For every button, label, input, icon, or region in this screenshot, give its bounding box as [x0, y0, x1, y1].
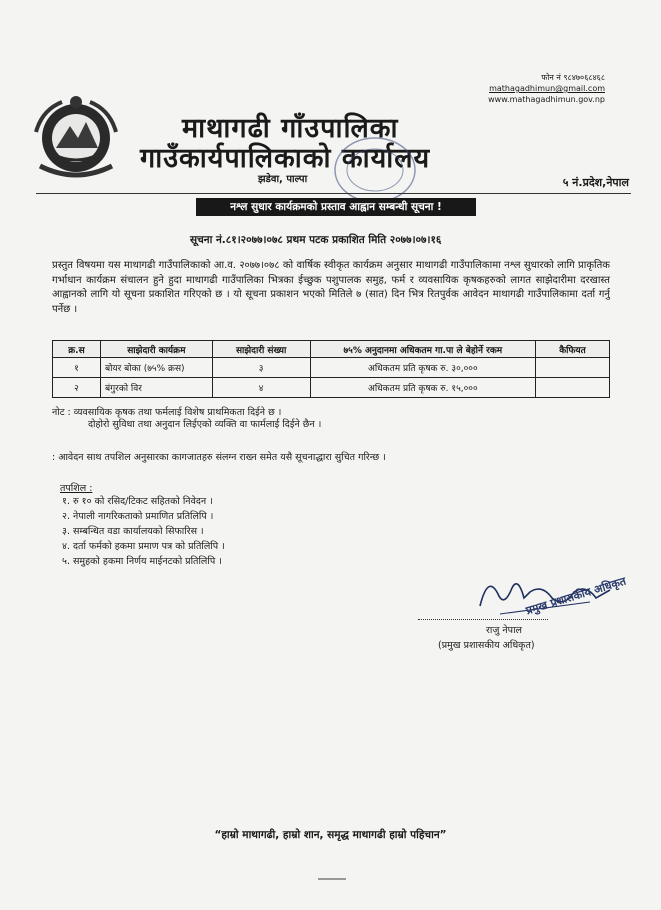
phone-number: फोन नं ९८४७०६८४६८ [541, 73, 605, 82]
table-row [53, 358, 610, 378]
header-divider [36, 193, 631, 194]
list-item: ५. समुहको हकमा निर्णय माईनटको प्रतिलिपि । [62, 556, 222, 567]
row-serial: २ [53, 378, 101, 398]
attachments-instruction: : आवेदन साथ तपशिल अनुसारका कागजातहरु संलग्न राख्न समेत यसै सूचनाद्धारा सुचित गरिन्छ । [52, 452, 386, 463]
details-heading: तपशिल : [60, 483, 93, 494]
notice-banner: नश्ल सुधार कार्यक्रमको प्रस्ताव आह्वान सम्बन्धी सूचना ! [196, 198, 476, 216]
designation-stamp: प्रमुख प्रशासकीय अधिकृत [524, 574, 628, 618]
table-header-row [53, 341, 610, 358]
header-remarks: कैफियत [536, 341, 610, 358]
row-remarks [536, 378, 610, 398]
row-amount: अधिकतम प्रति कृषक रु. ३०,००० [310, 358, 536, 378]
municipality-name: माथागढी गाँउपालिका [182, 113, 399, 144]
row-count: ४ [212, 378, 310, 398]
province-label: ५ नं.प्रदेश,नेपाल [562, 176, 629, 189]
row-program: बोयर बोका (७५% क्रस) [100, 358, 212, 378]
note-line: दोहोरो सुविधा तथा अनुदान लिईएको व्यक्ति वा फार्मलाई दिईने छैन । [88, 419, 322, 430]
header-amount: ७५% अनुदानमा अधिकतम गा.पा ले बेहोर्ने रकम [310, 341, 536, 358]
program-table [52, 340, 610, 398]
signer-name: राजु नेपाल [486, 625, 522, 636]
row-remarks [536, 358, 610, 378]
signer-title: (प्रमुख प्रशासकीय अधिकृत) [438, 640, 535, 651]
row-serial: १ [53, 358, 101, 378]
list-item: ३. सम्बन्धित वडा कार्यालयको सिफारिस । [62, 526, 204, 537]
contact-block [488, 72, 605, 105]
list-item: ४. दर्ता फर्मको हकमा प्रमाण पत्र को प्रतिलिपि । [62, 541, 225, 552]
row-program: बंगुरको विर [100, 378, 212, 398]
note-line: नोट : व्यवसायिक कृषक तथा फर्मलाई विशेष प्राथमिकता दिईने छ । [52, 407, 282, 418]
header-program: साझेदारी कार्यक्रम [100, 341, 212, 358]
website-address: www.mathagadhimun.gov.np [488, 95, 605, 104]
header-count: साझेदारी संख्या [212, 341, 310, 358]
row-count: ३ [212, 358, 310, 378]
signature-line [418, 619, 548, 620]
header-serial: क्र.स [53, 341, 101, 358]
list-item: १. रु १० को रसिद/टिकट सहितको निवेदन । [62, 496, 213, 507]
details-list [62, 494, 225, 569]
table-row [53, 378, 610, 398]
notice-number: सूचना नं.८१।२०७७।०७८ प्रथम पटक प्रकाशित मिति २०७७।०७।१६ [190, 234, 442, 246]
list-item: २. नेपाली नागरिकताको प्रमाणित प्रतिलिपि । [62, 511, 214, 522]
office-seal-icon [332, 134, 418, 206]
page-mark [318, 878, 346, 880]
notice-paragraph: प्रस्तुत विषयमा यस माथागढी गाउँपालिकाको आ.व. २०७७।०७८ को वार्षिक स्वीकृत कार्यक्रम अनुसार माथागढी गाउँपालिकामा नश्ल सुधारको लागि प्राकृतिक गर्भाधान कार्यक्रम संचालन हुने हुदा माथागढी गाउँपालिका भित्रका ईच्छुक पशुपालक समुह, फर्म र व्यवसायिक कृषकहरुको लागत साझेदारीमा दरखास्त आह्वानको लागि यो सूचना प्रकाशित गरिएको छ । यो सूचना प्रकाशन भएको मितिले ७ (सात) दिन भित्र रितपुर्वक आवेदन माथागढी गाउँपालिकामा दर्ता गर्नु पर्नेछ । [52, 260, 610, 315]
slogan: “हाम्रो माथागढी, हाम्रो शान, समृद्ध माथागढी हाम्रो पहिचान” [214, 829, 447, 841]
office-address: झडेवा, पाल्पा [258, 174, 308, 185]
row-amount: अधिकतम प्रति कृषक रु. १५,००० [310, 378, 536, 398]
nepal-emblem-icon [26, 92, 126, 184]
office-name: गाउँकार्यपालिकाको कार्यालय [140, 143, 431, 174]
email-address: mathagadhimun@gmail.com [489, 84, 605, 93]
